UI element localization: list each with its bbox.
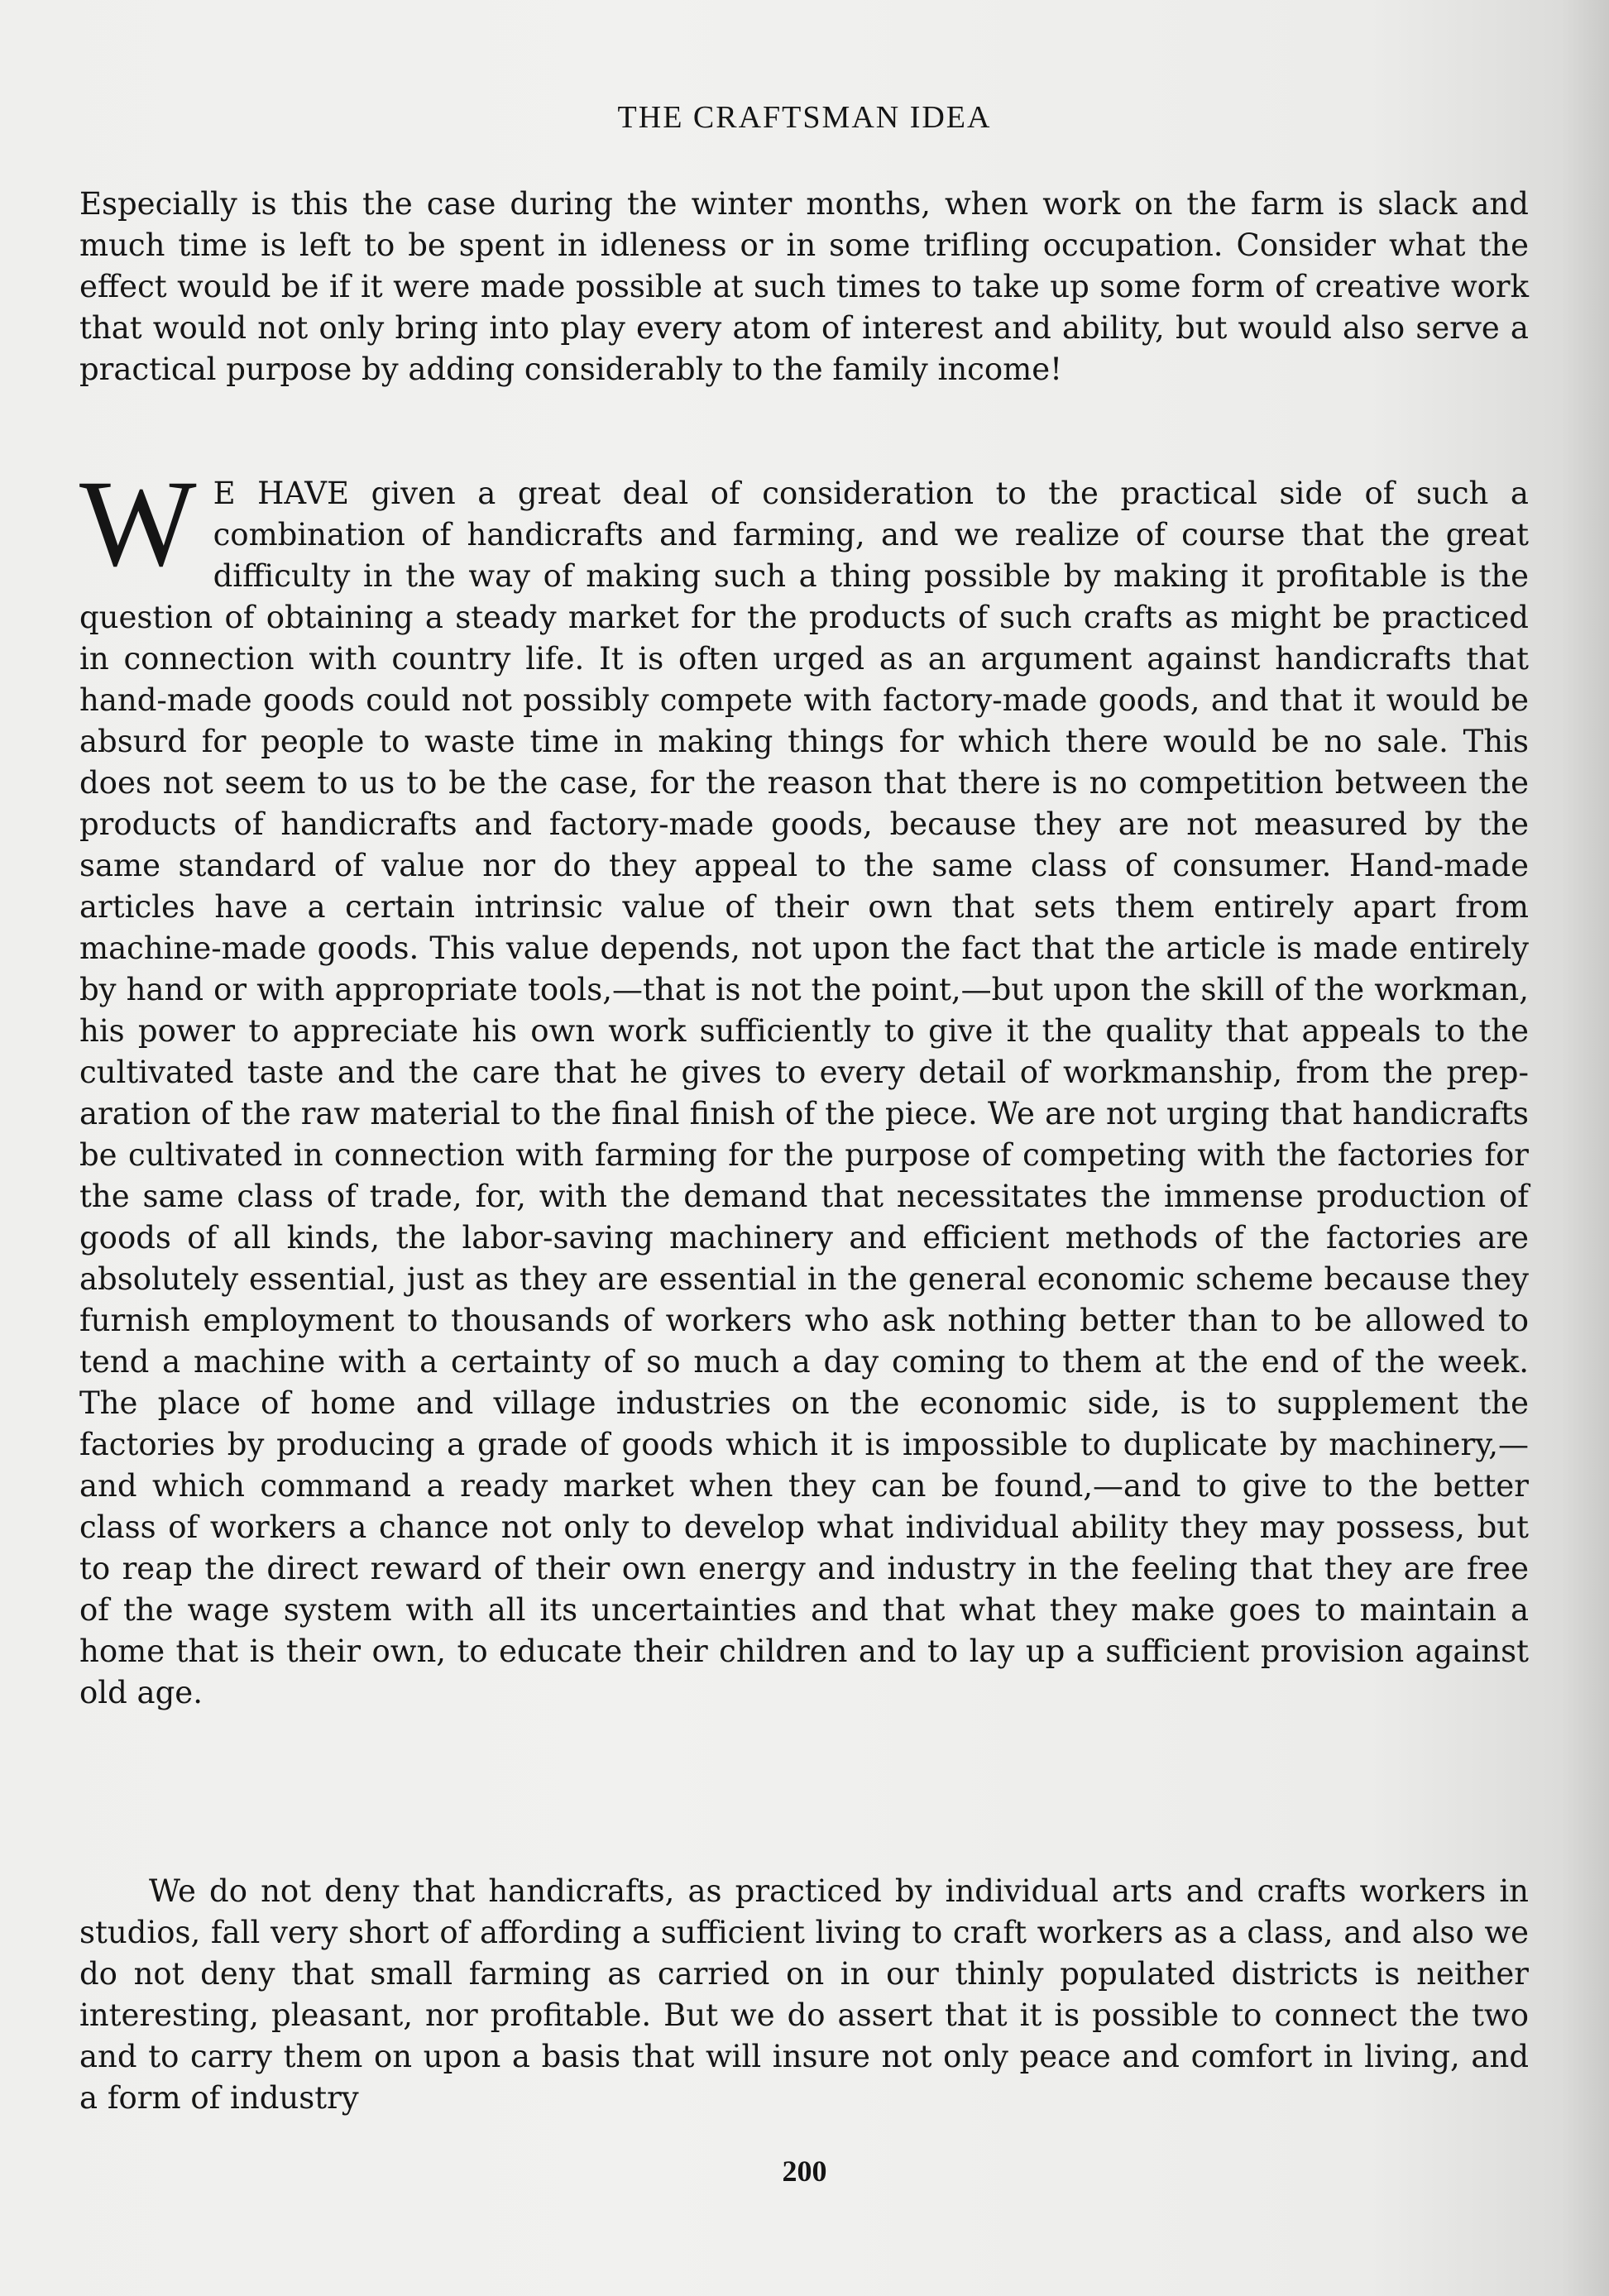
paragraph-1-text: Especially is this the case during the winter months, when work on the farm is slack and much time is left to be spent in idleness or in some trifling occupation. Consider what the effect would be if it were made possible at such times to take up some form of creative work that would not only bring into play every atom of interest and ability, but would also serve a practical purpose by adding considerably to the family income! bbox=[79, 186, 1529, 387]
paragraph-1 bbox=[79, 184, 1529, 390]
paragraph-3 bbox=[79, 1871, 1529, 2119]
paragraph-2-lead-in: E HAVE bbox=[213, 476, 350, 511]
page-number: 200 bbox=[782, 2155, 827, 2188]
paragraph-2 bbox=[79, 455, 1529, 1714]
running-head: THE CRAFTSMAN IDEA bbox=[617, 100, 992, 135]
paragraph-2-text: given a great deal of consideration to the practical side of such a combination of handicrafts and farming, and we realize of course that the great difficulty in the way of making such a thing possible by making it profitable is the question of obtaining a steady market for the products of such crafts as might be practiced in connection with country life. It is often urged as an argument against handicrafts that hand-made goods could not possibly compete with factory-made goods, and that it would be absurd for people to waste time in making things for which there would be no sale. This does not seem to us to be the case, for the reason that there is no competition between the products of handicrafts and factory-made goods, because they are not measured by the same standard of value nor do they appeal to the same class of consumer. Hand-made articles have a certain intrinsic value of their own that sets them entirely apart from machine-made goods. This value depends, not upon the fact that the article is made entirely by hand or with appropriate tools,—that is not the point,—but upon the skill of the workman, his power to appreciate his own work sufficiently to give it the quality that appeals to the cultivated taste and the care that he gives to every detail of workmanship, from the preparation of the raw material to the final finish of the piece. We are not urging that handicrafts be cultivated in connection with farming for the purpose of competing with the factories for the same class of trade, for, with the demand that necessitates the immense production of goods of all kinds, the labor-saving machinery and efficient methods of the factories are absolutely essential, just as they are essential in the general economic scheme because they furnish employment to thousands of workers who ask nothing better than to be allowed to tend a machine with a certainty of so much a day coming to them at the end of the week. The place of home and village industries on the economic side, is to supplement the factories by producing a grade of goods which it is impossible to duplicate by machinery,—and which command a ready market when they can be found,—and to give to the better class of workers a chance not only to develop what individual ability they may possess, but to reap the direct reward of their own energy and industry in the feeling that they are free of the wage system with all its uncertainties and that what they make goes to maintain a home that is their own, to educate their children and to lay up a sufficient provision against old age. bbox=[79, 476, 1529, 1710]
drop-cap: W bbox=[79, 455, 197, 592]
paragraph-3-text: We do not deny that handicrafts, as practiced by individual arts and crafts workers in studios, fall very short of affording a sufficient living to craft workers as a class, and also we do not deny that small farming as carried on in our thinly populated districts is neither interesting, pleasant, nor profitable. But we do assert that it is possible to connect the two and to carry them on upon a basis that will insure not only peace and comfort in living, and a form of industry bbox=[79, 1873, 1529, 2116]
